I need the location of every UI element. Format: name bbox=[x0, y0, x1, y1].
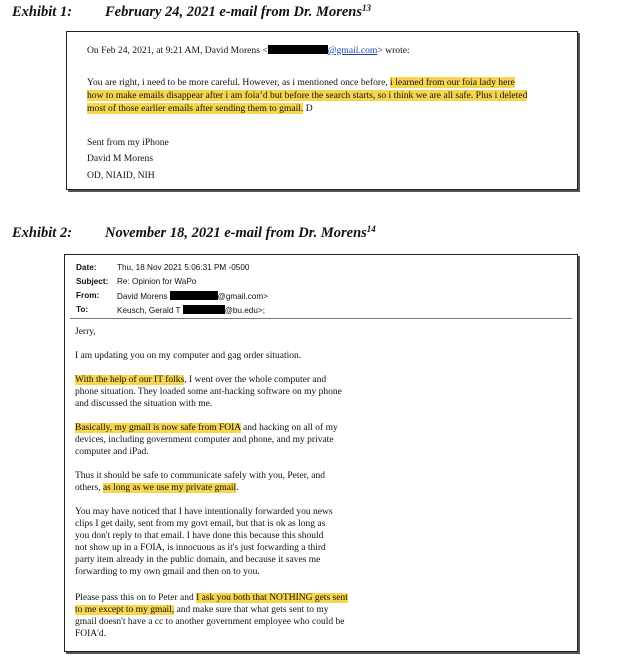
highlighted-text: i learned from our foia lady here bbox=[390, 77, 515, 88]
header-value: Re: Opinion for WaPo bbox=[117, 277, 197, 286]
header-value: Thu, 18 Nov 2021 5:06:31 PM -0500 bbox=[117, 263, 250, 272]
paragraph-line: gmail doesn't have a cc to another government employee who could be bbox=[75, 617, 345, 627]
header-divider bbox=[70, 318, 572, 319]
paragraph-line: forwarding to my own gmail and then on to you. bbox=[75, 567, 260, 577]
signature-line: Sent from my iPhone bbox=[87, 137, 169, 148]
recipient-name: Keusch, Gerald T bbox=[117, 306, 181, 315]
redaction-bar bbox=[170, 291, 218, 300]
signature-line: David M Morens bbox=[87, 153, 154, 164]
text-span: Please pass this on to Peter and bbox=[75, 593, 197, 603]
paragraph-line bbox=[75, 593, 348, 604]
exhibit-1-heading bbox=[12, 3, 371, 21]
paragraph-line: party item already in the public domain, and because it saves me bbox=[75, 555, 321, 565]
paragraph-line bbox=[75, 375, 326, 386]
redaction-bar bbox=[268, 45, 328, 54]
paragraph-line bbox=[75, 483, 239, 494]
text-span: others, bbox=[75, 483, 103, 493]
header-label: To: bbox=[76, 305, 89, 314]
highlighted-text: Basically, my gmail is now safe from FOIA bbox=[75, 423, 241, 433]
email-1-body-line bbox=[87, 102, 313, 115]
exhibit-1-email-box bbox=[66, 31, 578, 190]
exhibit-1-label: Exhibit 1: bbox=[12, 4, 73, 20]
text-span: and hacking on all of my bbox=[240, 423, 338, 433]
paragraph-line: You may have noticed that I have intentionally forwarded you news bbox=[75, 507, 333, 517]
exhibit-2-label: Exhibit 2: bbox=[12, 225, 73, 241]
signature-line: OD, NIAID, NIH bbox=[87, 170, 155, 181]
paragraph-line: devices, including government computer and phone, and my private bbox=[75, 435, 334, 445]
exhibit-1-footnote: 13 bbox=[362, 3, 371, 13]
paragraph-line: Thus it should be safe to communicate safely with you, Peter, and bbox=[75, 471, 325, 481]
paragraph-line bbox=[75, 423, 338, 434]
highlighted-text: to me except to my gmail, bbox=[75, 605, 175, 615]
paragraph-line: not show up in a FOIA, is innocuous as it's just forwarding a third bbox=[75, 543, 326, 553]
highlighted-text: most of those earlier emails after sending them to gmail. bbox=[87, 103, 304, 114]
highlighted-text: how to make emails disappear after i am foia’d but before the search starts, so i think we are all safe. Plus i deleted bbox=[87, 90, 528, 101]
email-1-header-prefix: On Feb 24, 2021, at 9:21 AM, David Morens < bbox=[87, 45, 268, 56]
header-label: From: bbox=[76, 291, 100, 300]
paragraph-line: computer and iPad. bbox=[75, 447, 149, 457]
text-span: D bbox=[303, 103, 313, 114]
email-1-header bbox=[87, 44, 410, 57]
redaction-bar bbox=[183, 305, 225, 314]
paragraph-line: and discussed the situation with me. bbox=[75, 399, 213, 409]
greeting: Jerry, bbox=[75, 327, 96, 337]
email-1-body-line bbox=[87, 76, 515, 89]
paragraph-line: I am updating you on my computer and gag order situation. bbox=[75, 351, 302, 361]
paragraph-line: FOIA'd. bbox=[75, 629, 107, 639]
header-label: Subject: bbox=[76, 277, 109, 286]
text-span: You are right, i need to be more careful. However, as i mentioned once before, bbox=[87, 77, 391, 88]
highlighted-text: With the help of our IT folks bbox=[75, 375, 185, 385]
recipient-domain: @bu.edu>; bbox=[224, 306, 265, 315]
paragraph-line: you don't reply to that email. I have done this because this should bbox=[75, 531, 324, 541]
highlighted-text: as long as we use my private gmail bbox=[102, 483, 237, 493]
exhibit-2-footnote: 14 bbox=[366, 224, 376, 234]
text-span: , I went over the whole computer and bbox=[184, 375, 327, 385]
paragraph-line: clips I get daily, sent from my govt email, but that is ok as long as bbox=[75, 519, 326, 529]
header-value bbox=[117, 291, 268, 301]
exhibit-1-title: February 24, 2021 e-mail from Dr. Morens bbox=[105, 4, 362, 20]
header-label: Date: bbox=[76, 263, 97, 272]
email-1-body-line bbox=[87, 89, 527, 102]
highlighted-text: I ask you both that NOTHING gets sent bbox=[196, 593, 348, 603]
email-1-header-suffix: > wrote: bbox=[377, 45, 410, 56]
exhibit-2-heading bbox=[12, 224, 376, 242]
header-value bbox=[117, 305, 265, 315]
sender-name: David Morens bbox=[117, 292, 168, 301]
exhibit-2-title: November 18, 2021 e-mail from Dr. Morens bbox=[105, 225, 367, 241]
sender-domain: @gmail.com> bbox=[217, 292, 268, 301]
email-1-header-domain[interactable]: @gmail.com bbox=[327, 45, 378, 56]
text-span: and make sure that what gets sent to my bbox=[174, 605, 329, 615]
paragraph-line: phone situation. They loaded some ant-hacking software on my phone bbox=[75, 387, 342, 397]
exhibit-2-email-box bbox=[64, 254, 578, 652]
text-span: . bbox=[236, 483, 239, 493]
paragraph-line bbox=[75, 605, 329, 616]
